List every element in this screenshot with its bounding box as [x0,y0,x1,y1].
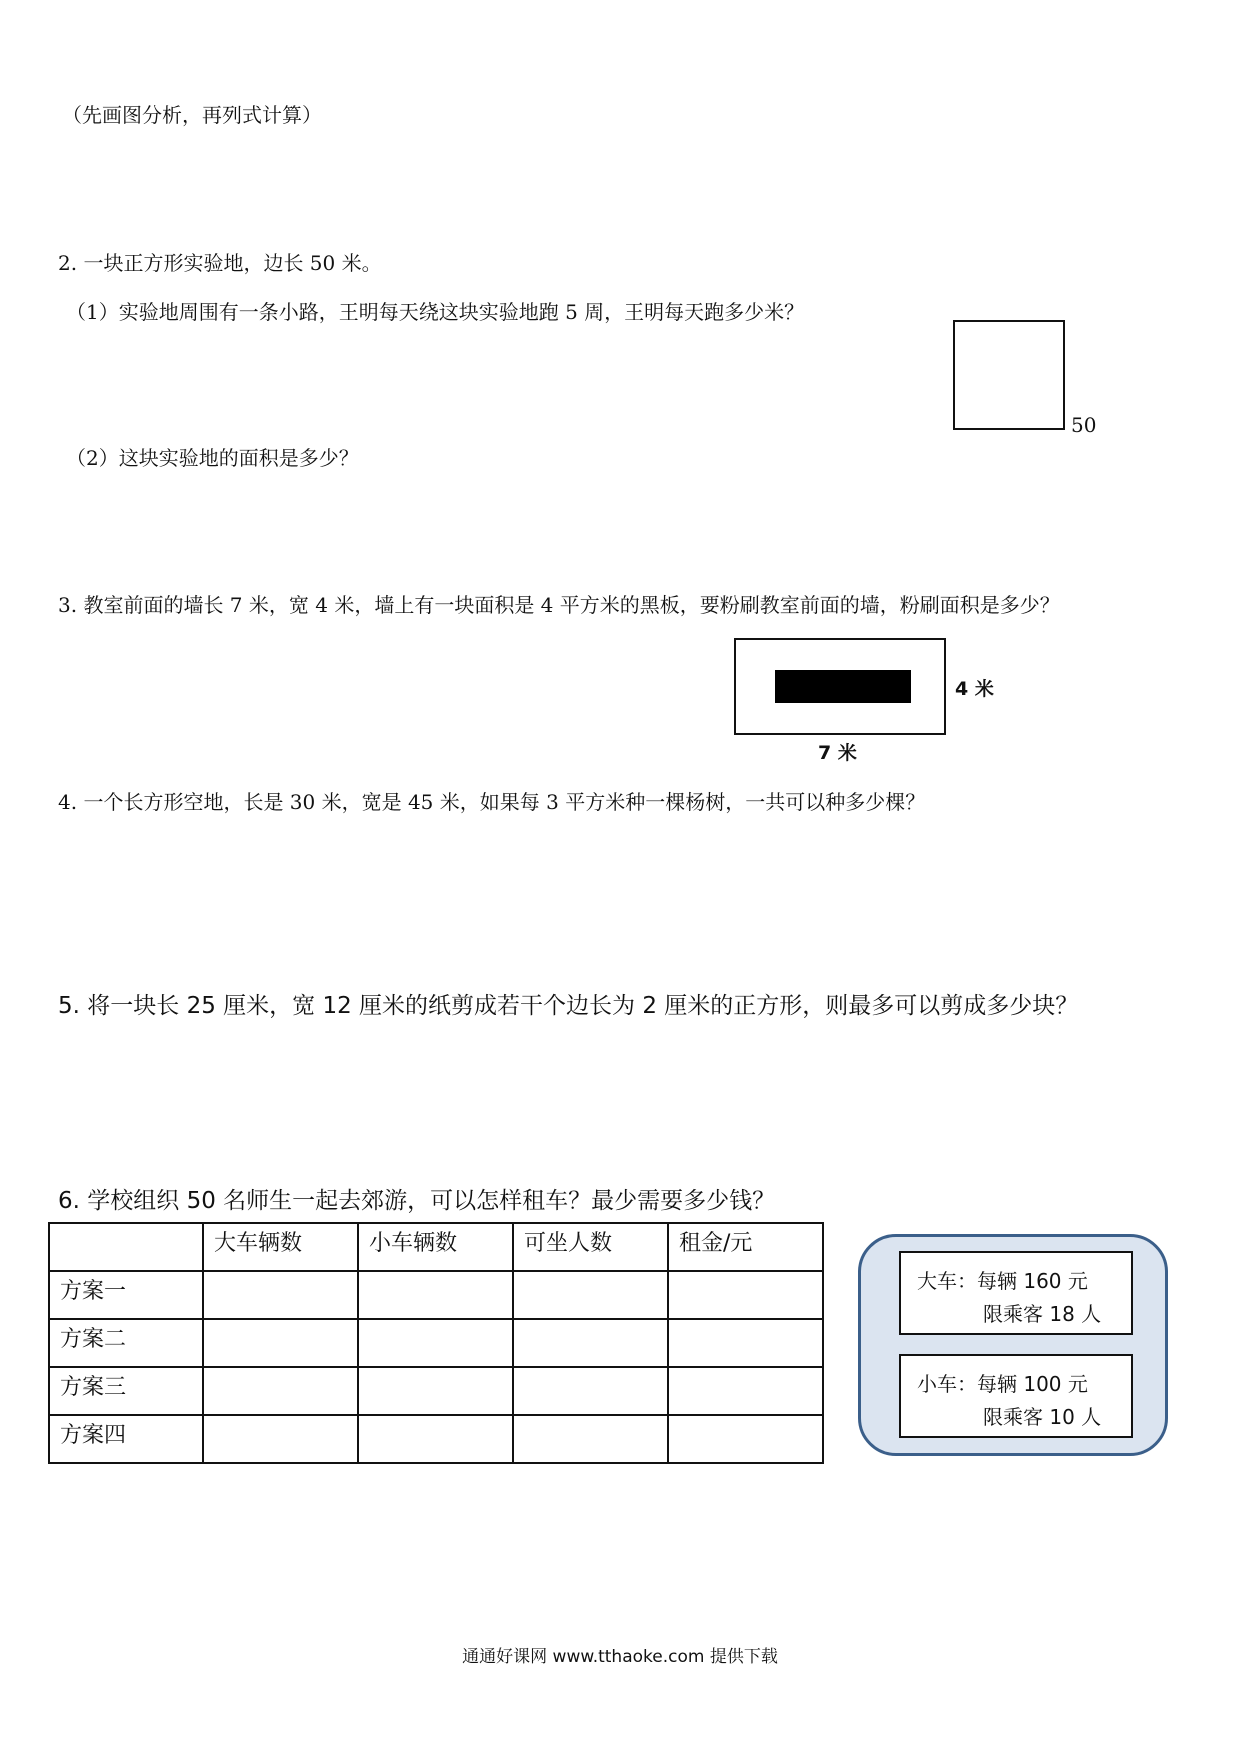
answer-cell [668,1415,823,1463]
rental-plan-table [48,1222,824,1464]
answer-cell [203,1367,358,1415]
question-5: 5. 将一块长 25 厘米，宽 12 厘米的纸剪成若干个边长为 2 厘米的正方形，则最多可以剪成多少块？ [58,993,1079,1019]
table-header-cell: 租金/元 [668,1223,823,1271]
answer-cell [513,1367,668,1415]
table-header-cell: 小车辆数 [358,1223,513,1271]
small-car-price: 小车：每辆 100 元 [917,1372,1088,1396]
question-4: 4. 一个长方形空地，长是 30 米，宽是 45 米，如果每 3 平方米种一棵杨树，一共可以种多少棵？ [58,790,926,814]
answer-cell [668,1367,823,1415]
table-header-cell: 可坐人数 [513,1223,668,1271]
table-row [49,1367,823,1415]
plan-label: 方案四 [49,1415,203,1463]
question-2-part-2: （2）这块实验地的面积是多少？ [66,446,359,470]
instruction-note: （先画图分析，再列式计算） [62,103,322,127]
footer-credit: 通通好课网 www.tthaoke.com 提供下载 [462,1647,778,1667]
small-car-capacity: 限乘客 10 人 [983,1405,1102,1429]
square-side-label: 50 [1071,413,1097,437]
answer-cell [358,1271,513,1319]
big-car-price: 大车：每辆 160 元 [917,1269,1088,1293]
square-diagram [953,320,1065,430]
question-2-part-1: （1）实验地周围有一条小路，王明每天绕这块实验地跑 5 周，王明每天跑多少米？ [66,300,805,324]
wall-height-label: 4 米 [955,678,994,700]
car-price-panel [858,1234,1168,1456]
table-row [49,1415,823,1463]
table-header-cell [49,1223,203,1271]
wall-width-label: 7 米 [818,742,857,764]
plan-label: 方案三 [49,1367,203,1415]
answer-cell [203,1271,358,1319]
answer-cell [513,1415,668,1463]
table-row [49,1319,823,1367]
table-header-row [49,1223,823,1271]
big-car-info [899,1251,1133,1335]
plan-label: 方案一 [49,1271,203,1319]
plan-label: 方案二 [49,1319,203,1367]
answer-cell [358,1319,513,1367]
answer-cell [358,1415,513,1463]
answer-cell [513,1271,668,1319]
answer-cell [668,1319,823,1367]
answer-cell [513,1319,668,1367]
small-car-info [899,1354,1133,1438]
question-6: 6. 学校组织 50 名师生一起去郊游，可以怎样租车？最少需要多少钱？ [58,1188,776,1214]
answer-cell [668,1271,823,1319]
answer-cell [203,1415,358,1463]
question-3: 3. 教室前面的墙长 7 米，宽 4 米，墙上有一块面积是 4 平方米的黑板，要粉刷教室前面的墙，粉刷面积是多少？ [58,593,1060,617]
blackboard [775,670,911,703]
answer-cell [203,1319,358,1367]
table-header-cell: 大车辆数 [203,1223,358,1271]
answer-cell [358,1367,513,1415]
big-car-capacity: 限乘客 18 人 [983,1302,1102,1326]
table-row [49,1271,823,1319]
question-2-title: 2. 一块正方形实验地，边长 50 米。 [58,251,382,275]
